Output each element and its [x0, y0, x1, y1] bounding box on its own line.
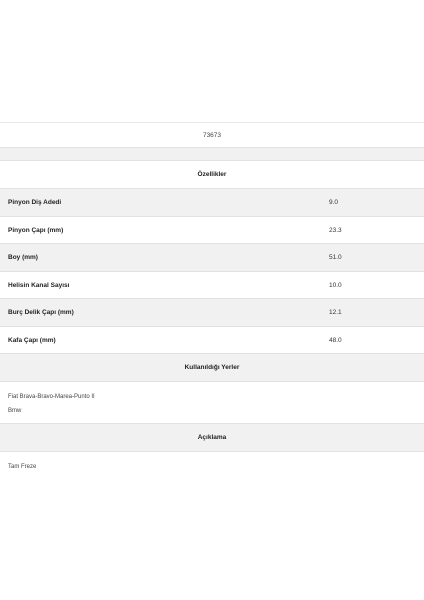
spec-value: 12.1: [329, 309, 342, 316]
spec-row: [0, 327, 424, 355]
spacer-row: [0, 148, 424, 161]
features-title: Özellikler: [197, 171, 227, 178]
spec-value: 48.0: [329, 336, 342, 344]
usage-line: Bmw: [8, 408, 22, 414]
usage-header-row: [0, 354, 424, 382]
spec-label: Boy (mm): [8, 254, 38, 261]
description-header-row: [0, 424, 424, 452]
usage-line: Fiat Brava-Bravo-Marea-Punto II: [8, 394, 95, 400]
spec-label: Kafa Çapı (mm): [8, 336, 56, 344]
spec-row: [0, 244, 424, 272]
spec-value: 9.0: [329, 199, 339, 206]
usage-row: [0, 382, 424, 424]
spec-row: [0, 299, 424, 327]
product-spec-sheet: [0, 122, 424, 478]
spec-label: Burç Delik Çapı (mm): [8, 309, 74, 316]
product-code: 73673: [202, 132, 222, 139]
spec-value: 10.0: [329, 281, 342, 289]
usage-text: [0, 382, 424, 418]
spec-row: [0, 189, 424, 217]
spec-row: [0, 217, 424, 245]
description-title: Açıklama: [197, 434, 227, 441]
description-row: [0, 452, 424, 478]
spec-value: 23.3: [329, 226, 342, 234]
description-text: Tam Freze: [8, 464, 37, 470]
features-header-row: [0, 161, 424, 189]
spec-label: Pinyon Çapı (mm): [8, 226, 64, 234]
spec-row: [0, 272, 424, 300]
product-code-row: [0, 122, 424, 148]
usage-title: Kullanıldığı Yerler: [184, 364, 240, 371]
spec-label: Helisin Kanal Sayısı: [8, 281, 70, 289]
spec-table: [0, 189, 424, 354]
spec-label: Pinyon Diş Adedi: [8, 199, 62, 206]
spec-value: 51.0: [329, 254, 342, 261]
